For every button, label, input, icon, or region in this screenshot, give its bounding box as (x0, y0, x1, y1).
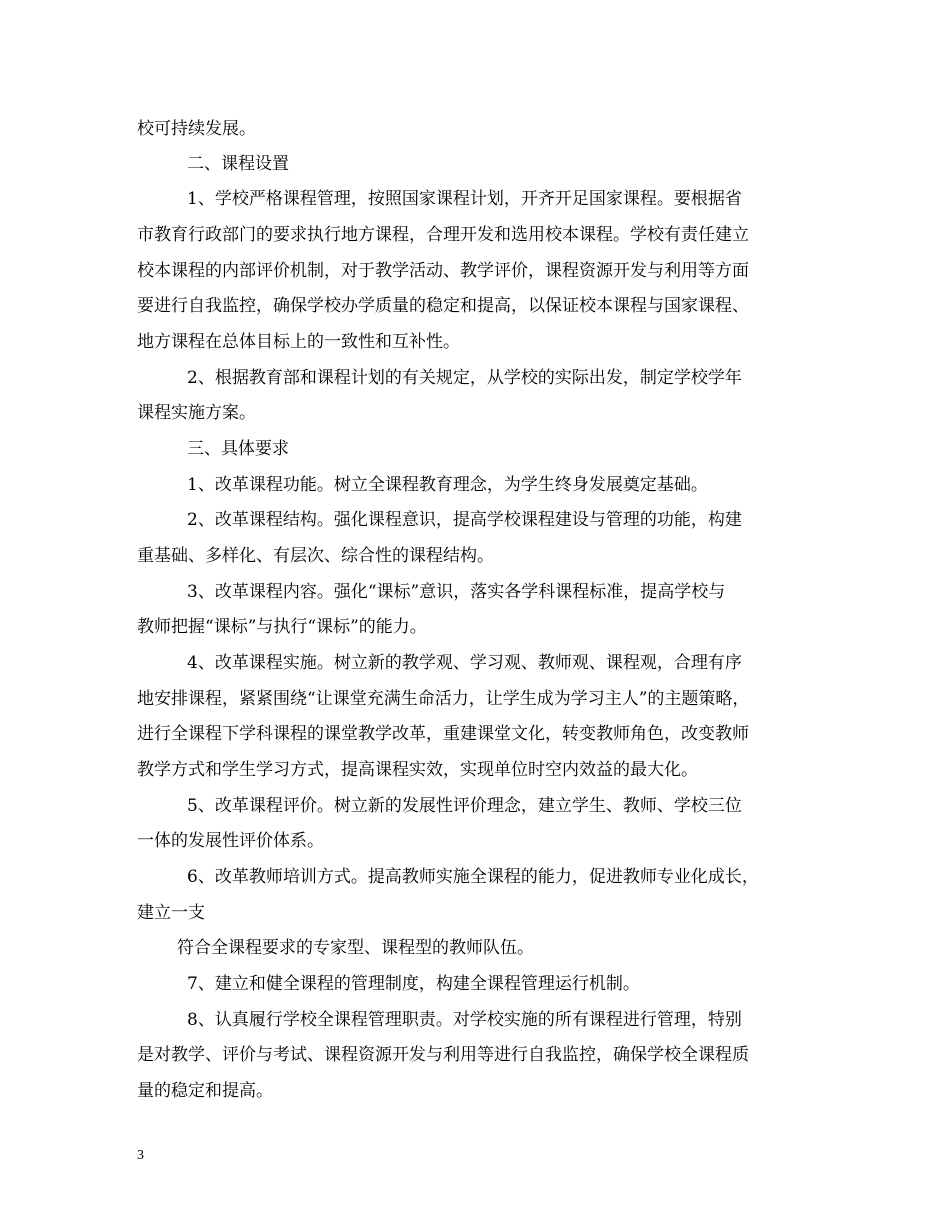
text-line: 2、改革课程结构。强化课程意识，提高学校课程建设与管理的功能，构建 (187, 510, 742, 530)
text-line: 市教育行政部门的要求执行地方课程，合理开发和选用校本课程。学校有责任建立 (137, 225, 749, 245)
text-line: 7、建立和健全课程的管理制度，构建全课程管理运行机制。 (187, 974, 640, 994)
text-line: 要进行自我监控，确保学校办学质量的稳定和提高，以保证校本课程与国家课程、 (137, 296, 749, 316)
text-line: 6、改革教师培训方式。提高教师实施全课程的能力，促进教师专业化成长， (187, 867, 759, 887)
text-line: 教学方式和学生学习方式，提高课程实效，实现单位时空内效益的最大化。 (137, 760, 698, 780)
text-line: 是对教学、评价与考试、课程资源开发与利用等进行自我监控，确保学校全课程质 (137, 1045, 749, 1065)
page-number: 3 (137, 1148, 144, 1163)
text-line: 校本课程的内部评价机制，对于教学活动、教学评价，课程资源开发与利用等方面 (137, 261, 749, 281)
text-line: 建立一支 (137, 903, 205, 923)
text-line: 5、改革课程评价。树立新的发展性评价理念，建立学生、教师、学校三位 (187, 796, 742, 816)
section-heading: 三、具体要求 (187, 439, 289, 459)
text-line: 4、改革课程实施。树立新的教学观、学习观、教师观、课程观，合理有序 (187, 653, 742, 673)
text-line: 课程实施方案。 (137, 403, 256, 423)
text-line: 3、改革课程内容。强化“课标”意识，落实各学科课程标准，提高学校与 (187, 582, 726, 602)
section-heading: 二、课程设置 (187, 154, 289, 174)
text-line: 地安排课程，紧紧围绕“让课堂充满生命活力，让学生成为学习主人”的主题策略， (137, 689, 750, 709)
text-line: 一体的发展性评价体系。 (137, 831, 324, 851)
text-line: 校可持续发展。 (137, 119, 256, 139)
text-line: 1、改革课程功能。树立全课程教育理念，为学生终身发展奠定基础。 (187, 475, 708, 495)
text-line: 8、认真履行学校全课程管理职责。对学校实施的所有课程进行管理，特别 (187, 1010, 742, 1030)
text-line: 2、根据教育部和课程计划的有关规定，从学校的实际出发，制定学校学年 (187, 368, 742, 388)
text-line: 量的稳定和提高。 (137, 1081, 273, 1101)
text-line: 重基础、多样化、有层次、综合性的课程结构。 (137, 546, 494, 566)
text-line: 1、学校严格课程管理，按照国家课程计划，开齐开足国家课程。要根据省 (187, 189, 742, 209)
text-line: 符合全课程要求的专家型、课程型的教师队伍。 (177, 938, 534, 958)
text-line: 教师把握“课标”与执行“课标”的能力。 (137, 617, 427, 637)
text-line: 地方课程在总体目标上的一致性和互补性。 (137, 332, 460, 352)
text-line: 进行全课程下学科课程的课堂教学改革，重建课堂文化，转变教师角色，改变教师 (137, 724, 749, 744)
